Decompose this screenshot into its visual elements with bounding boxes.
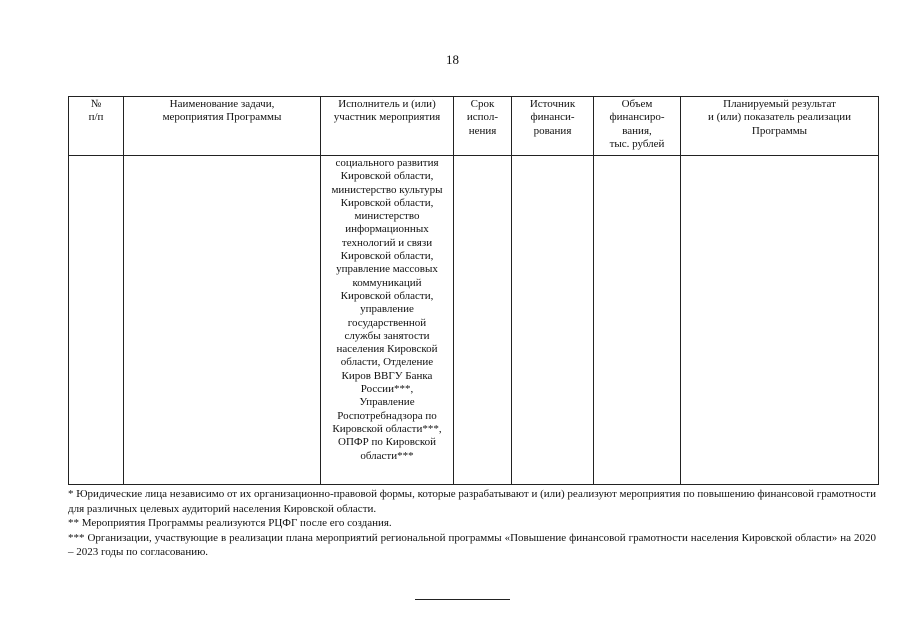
header-volume-text: Объем финансиро- вания, тыс. рублей bbox=[609, 98, 665, 150]
executor-line: области*** bbox=[360, 449, 414, 462]
cell-result bbox=[681, 156, 879, 485]
header-source-text: Источник финанси- рования bbox=[529, 98, 576, 137]
executor-line: государственной bbox=[347, 316, 427, 329]
executor-line: министерство bbox=[354, 210, 420, 223]
footnote-3: *** Организации, участвующие в реализации плана мероприятий региональной программы «Повышение финансовой грамотности населения Кировской области» на 2020 – 2023 годы по согласованию. bbox=[68, 531, 876, 558]
executor-line: России***, bbox=[360, 383, 414, 396]
executor-line: ОПФР по Кировской bbox=[338, 436, 436, 449]
footnote-1: * Юридические лица независимо от их организационно-правовой формы, которые разрабатывают и (или) реализуют мероприятия по повышению финансовой грамотности для различных целевых аудиторий населения Кировской области. bbox=[68, 488, 876, 515]
program-table bbox=[68, 96, 879, 485]
executor-line: Кировской области, bbox=[340, 170, 434, 183]
header-term bbox=[454, 97, 512, 156]
header-number-text: № п/п bbox=[88, 98, 104, 124]
table-row bbox=[69, 156, 879, 485]
executor-line: Управление bbox=[359, 396, 415, 409]
executor-line: Кировской области, bbox=[340, 196, 434, 209]
header-executor bbox=[321, 97, 454, 156]
cell-volume bbox=[594, 156, 681, 485]
header-number bbox=[69, 97, 124, 156]
executor-line: министерство культуры bbox=[331, 183, 443, 196]
executor-line: коммуникаций bbox=[352, 276, 422, 289]
cell-term bbox=[454, 156, 512, 485]
executor-line: Киров ВВГУ Банка bbox=[341, 369, 433, 382]
header-executor-text: Исполнитель и (или) участник мероприятия bbox=[333, 98, 441, 124]
header-result bbox=[681, 97, 879, 156]
header-source bbox=[512, 97, 594, 156]
executor-line: населения Кировской bbox=[336, 343, 438, 356]
executor-line: Кировской области, bbox=[340, 289, 434, 302]
executor-line: Кировской области, bbox=[340, 250, 434, 263]
header-task bbox=[124, 97, 321, 156]
cell-task bbox=[124, 156, 321, 485]
header-task-text: Наименование задачи, мероприятия Программы bbox=[162, 98, 282, 124]
executor-line: технологий и связи bbox=[341, 236, 433, 249]
executor-line: информационных bbox=[345, 223, 429, 236]
footnote-2: ** Мероприятия Программы реализуются РЦФГ после его создания. bbox=[68, 517, 392, 529]
end-divider bbox=[415, 599, 510, 600]
cell-source bbox=[512, 156, 594, 485]
page-number: 18 bbox=[446, 52, 459, 67]
executor-line: Кировской области***, bbox=[332, 422, 442, 435]
header-term-text: Срок испол- нения bbox=[466, 98, 499, 137]
header-volume bbox=[594, 97, 681, 156]
table-header-row bbox=[69, 97, 879, 156]
footnotes bbox=[68, 487, 876, 560]
executor-line: управление массовых bbox=[336, 263, 438, 276]
executor-line: управление bbox=[360, 303, 414, 316]
executor-line: службы занятости bbox=[344, 329, 430, 342]
cell-number bbox=[69, 156, 124, 485]
executor-line: Роспотребнадзора по bbox=[337, 409, 437, 422]
executor-line: области, Отделение bbox=[340, 356, 434, 369]
executor-line: социального развития bbox=[335, 157, 439, 169]
header-result-text: Планируемый результат и (или) показатель реализации Программы bbox=[707, 98, 852, 137]
cell-executor bbox=[321, 156, 454, 485]
